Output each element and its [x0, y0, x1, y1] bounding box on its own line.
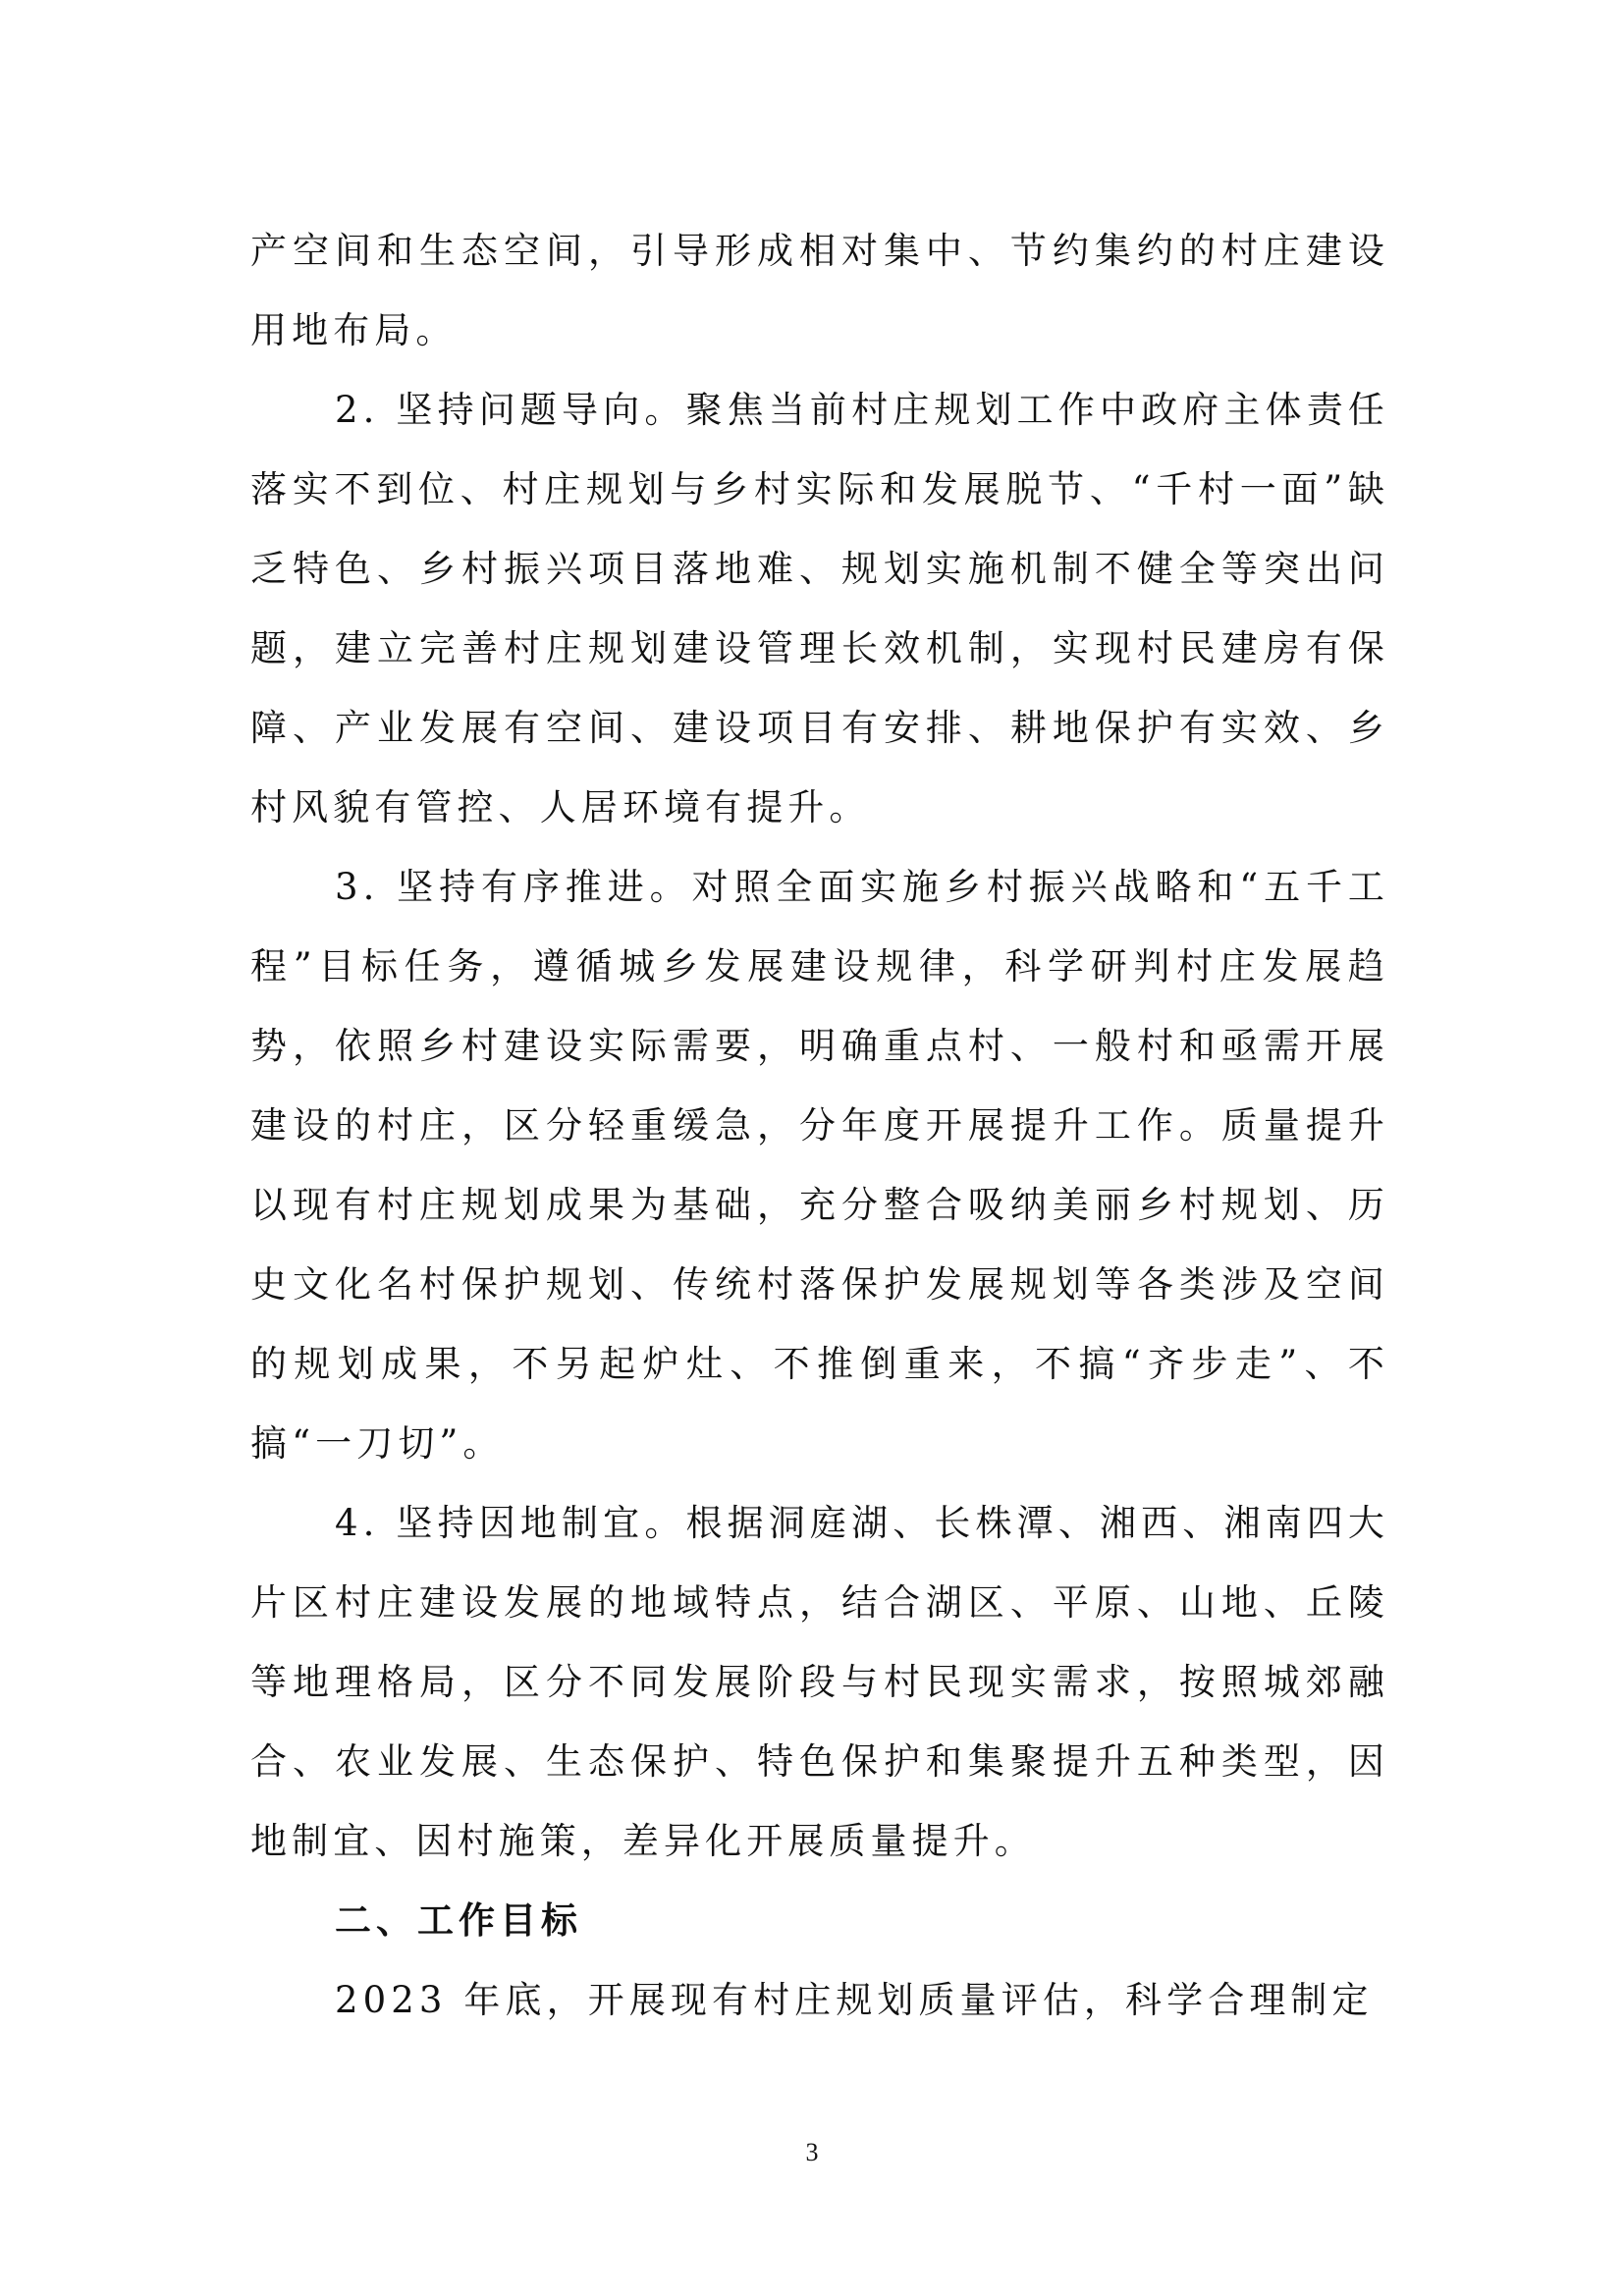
- paragraph-principle-3: 3. 坚持有序推进。对照全面实施乡村振兴战略和“五千工程”目标任务，遵循城乡发展建设规律，科学研判村庄发展趋势，依照乡村建设实际需要，明确重点村、一般村和亟需开展建设的村庄，区分轻重缓急，分年度开展提升工作。质量提升以现有村庄规划成果为基础，充分整合吸纳美丽乡村规划、历史文化名村保护规划、传统村落保护发展规划等各类涉及空间的规划成果，不另起炉灶、不推倒重来，不搞“齐步走”、不搞“一刀切”。: [250, 866, 1389, 1465]
- paragraph-continuation: 产空间和生态空间，引导形成相对集中、节约集约的村庄建设用地布局。: [250, 230, 1389, 351]
- section-heading: 二、工作目标: [335, 1899, 582, 1942]
- document-body: [250, 211, 1389, 2040]
- paragraph-principle-4: 4. 坚持因地制宜。根据洞庭湖、长株潭、湘西、湘南四大片区村庄建设发展的地域特点，结合湖区、平原、山地、丘陵等地理格局，区分不同发展阶段与村民现实需求，按照城郊融合、农业发展、生态保护、特色保护和集聚提升五种类型，因地制宜、因村施策，差异化开展质量提升。: [250, 1502, 1389, 1862]
- paragraph-principle-2: 2. 坚持问题导向。聚焦当前村庄规划工作中政府主体责任落实不到位、村庄规划与乡村实际和发展脱节、“千村一面”缺乏特色、乡村振兴项目落地难、规划实施机制不健全等突出问题，建立完善村庄规划建设管理长效机制，实现村民建房有保障、产业发展有空间、建设项目有安排、耕地保护有实效、乡村风貌有管控、人居环境有提升。: [250, 389, 1389, 828]
- paragraph-work-goal: 2023 年底，开展现有村庄规划质量评估，科学合理制定: [335, 1979, 1374, 2021]
- page-number: 3: [805, 2138, 819, 2166]
